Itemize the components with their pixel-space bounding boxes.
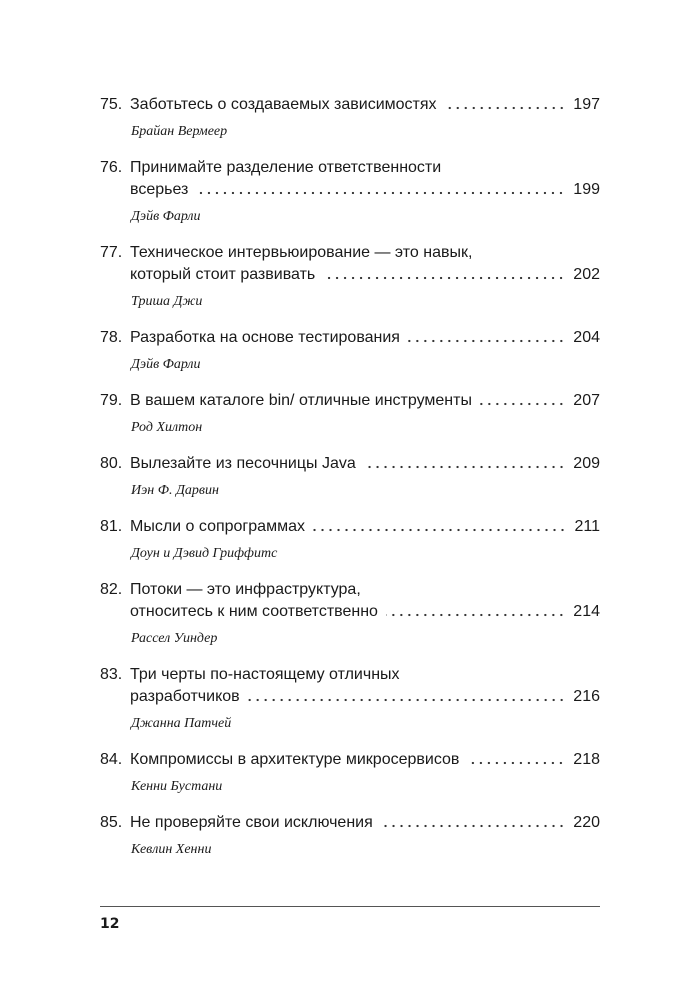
entry-title-line: всерьез [130,181,189,198]
entry-title-line: Заботьтесь о создаваемых зависимостях [130,96,437,113]
entry-title-line: Потоки — это инфраструктура, [130,581,361,598]
entry-number: 82. [100,581,123,598]
entry-page-number: 214 [573,603,600,620]
entry-author: Триша Джи [131,294,203,309]
entry-number: 79. [100,392,123,409]
dot-leader [445,105,566,111]
entry-number: 78. [100,329,123,346]
entry-author: Рассел Уиндер [131,631,218,646]
entry-title-line: разработчиков [130,688,240,705]
footer-divider [100,906,600,907]
entry-title-line: Принимайте разделение ответственности [130,159,442,176]
entry-author: Кенни Бустани [131,779,223,794]
entry-title [100,749,600,771]
entry-title [100,453,600,475]
entry-title [100,579,600,623]
entry-title [100,390,600,412]
dot-leader [323,275,565,281]
toc-entry-81 [100,516,600,564]
dot-leader [467,760,565,766]
entry-page-number: 211 [574,518,600,535]
dot-leader [313,527,567,533]
entry-number: 75. [100,96,123,113]
toc-entry-75 [100,94,600,142]
entry-number: 81. [100,518,123,535]
toc-entry-76 [100,157,600,227]
entry-number: 77. [100,244,123,261]
entry-title [100,242,600,286]
entry-title [100,812,600,834]
entry-title [100,327,600,349]
entry-author: Брайан Вермеер [131,124,228,139]
entry-page-number: 199 [573,181,600,198]
entry-page-number: 207 [573,392,600,409]
dot-leader [364,464,566,470]
entry-number: 84. [100,751,123,768]
entry-number: 80. [100,455,123,472]
entry-title-line: относитесь к ним соответственно [130,603,378,620]
dot-leader [408,338,565,344]
entry-title-line: Техническое интервьюирование — это навык, [130,244,473,261]
entry-page-number: 209 [573,455,600,472]
entry-number: 85. [100,814,123,831]
entry-author: Род Хилтон [131,420,203,435]
entry-title-line: Не проверяйте свои исключения [130,814,373,831]
toc-entry-77 [100,242,600,312]
entry-title-line: Компромиссы в архитектуре микросервисов [130,751,460,768]
dot-leader [248,697,566,703]
dot-leader [386,612,565,618]
table-of-contents [100,94,600,875]
entry-title [100,664,600,708]
entry-title-line: Разработка на основе тестирования [130,329,400,346]
entry-number: 76. [100,159,123,176]
entry-page-number: 197 [573,96,600,113]
entry-title-line: который стоит развивать [130,266,316,283]
entry-page-number: 204 [573,329,600,346]
toc-entry-79 [100,390,600,438]
entry-page-number: 216 [573,688,600,705]
entry-author: Дэйв Фарли [131,357,201,372]
entry-author: Дэйв Фарли [131,209,201,224]
entry-title-line: Вылезайте из песочницы Java [130,455,356,472]
dot-leader [480,401,565,407]
toc-entry-82 [100,579,600,649]
entry-title-line: Три черты по-настоящему отличных [130,666,400,683]
toc-entry-78 [100,327,600,375]
entry-page-number: 218 [573,751,600,768]
page-number: 12 [100,916,120,932]
entry-author: Джанна Патчей [131,716,232,731]
entry-number: 83. [100,666,123,683]
toc-entry-85 [100,812,600,860]
entry-title [100,516,600,538]
entry-author: Доун и Дэвид Гриффитс [131,546,278,561]
entry-title [100,94,600,116]
dot-leader [196,190,565,196]
entry-title [100,157,600,201]
entry-author: Кевлин Хенни [131,842,212,857]
toc-entry-80 [100,453,600,501]
entry-page-number: 202 [573,266,600,283]
toc-entry-84 [100,749,600,797]
entry-author: Иэн Ф. Дарвин [131,483,219,498]
dot-leader [381,823,566,829]
entry-title-line: В вашем каталоге bin/ отличные инструменты [130,392,472,409]
entry-title-line: Мысли о сопрограммах [130,518,305,535]
entry-page-number: 220 [573,814,600,831]
toc-entry-83 [100,664,600,734]
